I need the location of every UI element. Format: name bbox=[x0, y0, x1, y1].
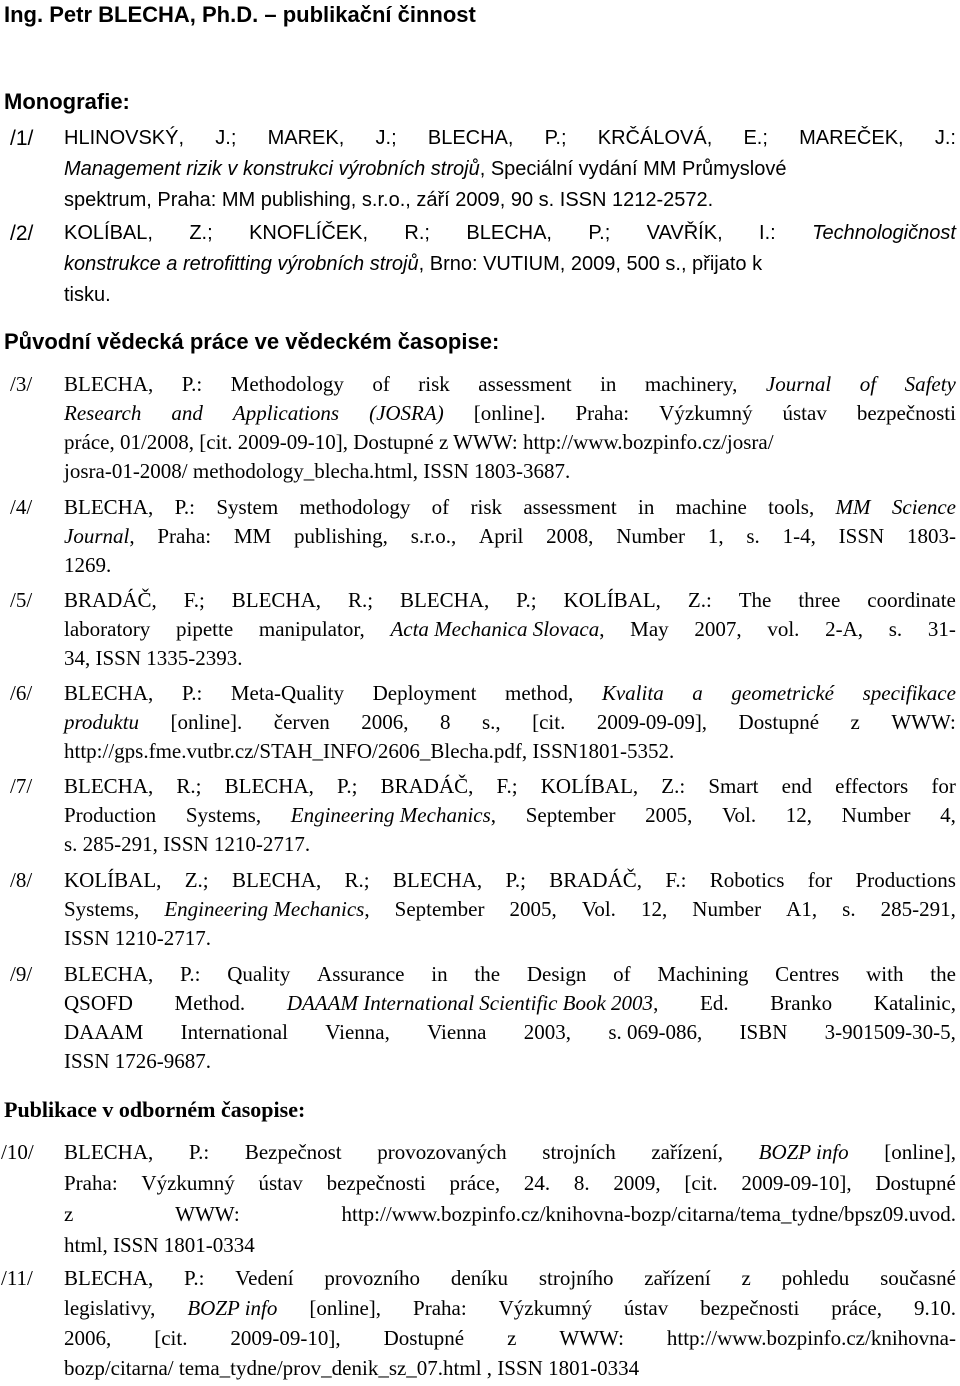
entry-line: HLINOVSKÝ, J.; MAREK, J.; BLECHA, P.; KRČÁLOVÁ, E.; MAREČEK, J.: bbox=[64, 127, 956, 149]
entry-line: BLECHA, P.: Bezpečnost provozovaných strojních zařízení, BOZP info [online], bbox=[64, 1140, 956, 1164]
entry-line: BLECHA, R.; BLECHA, P.; BRADÁČ, F.; KOLÍBAL, Z.: Smart end effectors for bbox=[64, 774, 956, 798]
entry-line: BLECHA, P.: System methodology of risk assessment in machine tools, MM Science bbox=[64, 495, 956, 519]
entry-line: QSOFD Method. DAAAM International Scientific Book 2003, Ed. Branko Katalinic, bbox=[64, 991, 956, 1015]
entry-number: /9/ bbox=[10, 962, 33, 986]
entry-line: KOLÍBAL, Z.; BLECHA, R.; BLECHA, P.; BRADÁČ, F.: Robotics for Productions bbox=[64, 868, 956, 892]
entry-line: josra-01-2008/ methodology_blecha.html, ISSN 1803-3687. bbox=[64, 459, 571, 483]
entry-line: z WWW: http://www.bozpinfo.cz/knihovna-bozp/citarna/tema_tydne/bpsz09.uvod. bbox=[64, 1202, 956, 1226]
entry-line: Praha: Výzkumný ústav bezpečnosti práce, 24. 8. 2009, [cit. 2009-09-10], Dostupné bbox=[64, 1171, 956, 1195]
entry-line: BLECHA, P.: Methodology of risk assessment in machinery, Journal of Safety bbox=[64, 372, 956, 396]
entry-number: /7/ bbox=[10, 774, 33, 798]
entry-line: BRADÁČ, F.; BLECHA, R.; BLECHA, P.; KOLÍBAL, Z.: The three coordinate bbox=[64, 588, 956, 612]
entry-line: ISSN 1726-9687. bbox=[64, 1049, 212, 1073]
page-title: Ing. Petr BLECHA, Ph.D. – publikační činnost bbox=[4, 2, 476, 27]
entry-line: BLECHA, P.: Quality Assurance in the Design of Machining Centres with the bbox=[64, 962, 956, 986]
entry-line: práce, 01/2008, [cit. 2009-09-10], Dostupné z WWW: http://www.bozpinfo.cz/josra/ bbox=[64, 430, 774, 454]
entry-number: /10/ bbox=[1, 1140, 34, 1164]
entry-number: /8/ bbox=[10, 868, 33, 892]
publication-title: Management rizik v konstrukci výrobních strojů bbox=[64, 158, 480, 180]
entry-line: laboratory pipette manipulator, Acta Mechanica Slovaca, May 2007, vol. 2-A, s. 31- bbox=[64, 617, 956, 641]
entry-line: Management rizik v konstrukci výrobních strojů, Speciální vydání MM Průmyslové bbox=[64, 158, 787, 180]
entry-line: Systems, Engineering Mechanics, September 2005, Vol. 12, Number A1, s. 285-291, bbox=[64, 897, 956, 921]
entry-line: html, ISSN 1801-0334 bbox=[64, 1233, 255, 1257]
entry-line: Journal, Praha: MM publishing, s.r.o., April 2008, Number 1, s. 1-4, ISSN 1803- bbox=[64, 524, 956, 548]
entry-line: Production Systems, Engineering Mechanics, September 2005, Vol. 12, Number 4, bbox=[64, 803, 956, 827]
entry-number: /5/ bbox=[10, 588, 33, 612]
entry-line: DAAAM International Vienna, Vienna 2003, s. 069-086, ISBN 3-901509-30-5, bbox=[64, 1020, 956, 1044]
entry-line: tisku. bbox=[64, 284, 111, 306]
entry-line: s. 285-291, ISSN 1210-2717. bbox=[64, 832, 311, 856]
entry-number: /4/ bbox=[10, 495, 33, 519]
entry-line: Research and Applications (JOSRA) [online]. Praha: Výzkumný ústav bezpečnosti bbox=[64, 401, 956, 425]
entry-line: KOLÍBAL, Z.; KNOFLÍČEK, R.; BLECHA, P.; VAVŘÍK, I.: Technologičnost bbox=[64, 222, 956, 244]
entry-line: BLECHA, P.: Vedení provozního deníku strojního zařízení z pohledu současné bbox=[64, 1266, 956, 1290]
entry-number: /11/ bbox=[1, 1266, 33, 1290]
entry-line: legislativy, BOZP info [online], Praha: Výzkumný ústav bezpečnosti práce, 9.10. bbox=[64, 1296, 956, 1320]
entry-line: 1269. bbox=[64, 553, 112, 577]
entry-line: BLECHA, P.: Meta-Quality Deployment method, Kvalita a geometrické specifikace bbox=[64, 681, 956, 705]
section-heading-odborne: Publikace v odborném časopise: bbox=[4, 1097, 306, 1122]
section-heading-monografie: Monografie: bbox=[4, 89, 130, 114]
entry-number: /6/ bbox=[10, 681, 33, 705]
entry-line: spektrum, Praha: MM publishing, s.r.o., září 2009, 90 s. ISSN 1212-2572. bbox=[64, 189, 714, 211]
section-heading-puvodni: Původní vědecká práce ve vědeckém časopise: bbox=[4, 329, 500, 354]
entry-number: /1/ bbox=[10, 127, 34, 150]
entry-line: http://gps.fme.vutbr.cz/STAH_INFO/2606_Blecha.pdf, ISSN1801-5352. bbox=[64, 739, 675, 763]
entry-line: bozp/citarna/ tema_tydne/prov_denik_sz_07.html , ISSN 1801-0334 bbox=[64, 1356, 640, 1380]
entry-line: 34, ISSN 1335-2393. bbox=[64, 646, 243, 670]
publication-title: konstrukce a retrofitting výrobních strojů bbox=[64, 253, 419, 275]
entry-line: ISSN 1210-2717. bbox=[64, 926, 212, 950]
entry-number: /2/ bbox=[10, 222, 34, 245]
entry-line: produktu [online]. červen 2006, 8 s., [cit. 2009-09-09], Dostupné z WWW: bbox=[64, 710, 956, 734]
entry-number: /3/ bbox=[10, 372, 33, 396]
entry-line: konstrukce a retrofitting výrobních strojů, Brno: VUTIUM, 2009, 500 s., přijato k bbox=[64, 253, 763, 275]
entry-line: 2006, [cit. 2009-09-10], Dostupné z WWW: http://www.bozpinfo.cz/knihovna- bbox=[64, 1326, 956, 1350]
